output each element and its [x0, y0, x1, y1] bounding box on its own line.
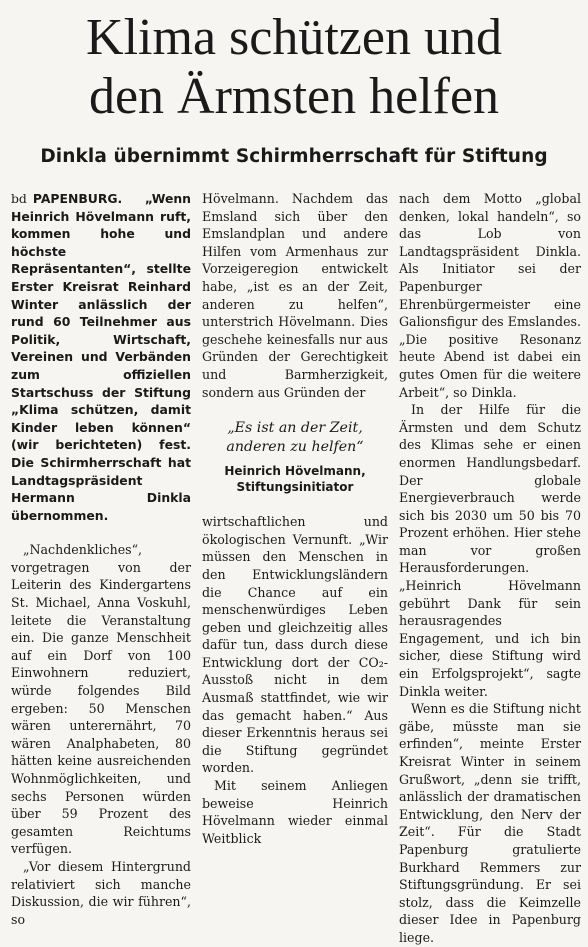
- subheadline: Dinkla übernimmt Schirmherrschaft für Stiftung: [40, 146, 548, 167]
- lead-paragraph: [11, 190, 191, 524]
- body-paragraph: „Nachdenkliches“, vorgetragen von der Leiterin des Kindergartens St. Michael, Anna Voskuhl, leitete die Veranstaltung ein. Die ganze Menschheit auf ein Dorf von 100 Einwohnern reduziert, würde folgendes Bild ergeben: 50 Menschen wären unterernährt, 70 wären Analphabeten, 80 hätten keine ausreichenden Wohnmöglichkeiten, und sechs Personen würden über 59 Prozent des gesamten Reichtums verfügen.: [11, 542, 191, 857]
- body-paragraph: Wenn es die Stiftung nicht gäbe, müsste man sie erfinden“, meinte Erster Kreisrat Winter in seinem Grußwort, „denn sie trifft, anlässlich der dramatischen Entwicklung, den Nerv der Zeit“. Für die Stadt Papenburg gratulierte Burkhard Remmers zur Stiftungsgründung. Er sei stolz, dass die Keimzelle dieser Idee in Papenburg liege.: [399, 701, 581, 945]
- article-body: [0, 190, 588, 945]
- headline-line-2: den Ärmsten helfen: [88, 68, 500, 125]
- pull-quote-author: Heinrich Hövelmann,: [224, 464, 366, 479]
- pull-quote-text: „Es ist an der Zeit, anderen zu helfen“: [226, 420, 364, 456]
- dateline: PAPENBURG.: [32, 191, 123, 206]
- body-paragraph: In der Hilfe für die Ärmsten und dem Schutz des Klimas sehe er einen enormen Handlungsbedarf. Der globale Energieverbrauch werde sich bis 2030 um 50 bis 70 Prozent erhöhen. Hier stehe man vor großen Herausforderungen. „Heinrich Hövelmann gebührt Dank für sein herausragendes Engagement, und ich bin sicher, diese Stiftung wird ein Erfolgsprojekt“, sagte Dinkla weiter.: [399, 402, 581, 699]
- body-paragraph: „Vor diesem Hintergrund relativiert sich manche Diskussion, die wir führen“, so: [11, 858, 191, 927]
- pull-quote-role: Stiftungsinitiator: [236, 480, 354, 495]
- body-paragraph: wirtschaftlichen und ökologischen Vernunft. „Wir müssen den Menschen in den Entwicklungsländern die Chance auf ein menschenwürdiges Leben geben und gleichzeitig alles dafür tun, dass durch diese Entwicklung dort der CO₂-Ausstoß nicht in dem Ausmaß stattfindet, wie wir das gemacht haben.“ Aus dieser Erkenntnis heraus sei die Stiftung gegründet worden.: [202, 514, 388, 776]
- author-initials: bd: [11, 191, 27, 206]
- lead-text: „Wenn Heinrich Hövelmann ruft, kommen hohe und höchste Repräsentanten“, stellte Erster Kreisrat Reinhard Winter anlässlich der rund 60 Teilnehmer aus Politik, Wirtschaft, Vereinen und Verbänden zum offiziellen Startschuss der Stiftung „Klima schützen, damit Kinder leben können“ (wir berichteten) fest. Die Schirmherrschaft hat Landtagspräsident Hermann Dinkla übernommen.: [11, 191, 191, 523]
- column-2: [202, 190, 388, 846]
- headline-line-1: Klima schützen und: [86, 9, 502, 66]
- pull-quote: [202, 419, 388, 495]
- body-paragraph: Hövelmann. Nachdem das Emsland sich über den Emslandplan und andere Hilfen vom Armenhaus zur Vorzeigeregion entwickelt habe, „ist es an der Zeit, anderen zu helfen“, unterstrich Hövelmann. Dies geschehe keinesfalls nur aus Gründen der Gerechtigkeit und Barmherzigkeit, sondern aus Gründen der: [202, 191, 388, 400]
- newspaper-article: [0, 2, 588, 945]
- column-3: [399, 190, 581, 945]
- headline: [0, 2, 588, 126]
- column-1: [11, 190, 191, 927]
- body-paragraph: nach dem Motto „global denken, lokal handeln“, so das Lob von Landtagspräsident Dinkla. Als Initiator sei der Papenburger Ehrenbürgermeister eine Galionsfigur des Emslandes. „Die positive Resonanz heute Abend ist dabei ein gutes Omen für die weitere Arbeit“, so Dinkla.: [399, 191, 581, 400]
- body-paragraph: Mit seinem Anliegen beweise Heinrich Hövelmann wieder einmal Weitblick: [202, 778, 388, 846]
